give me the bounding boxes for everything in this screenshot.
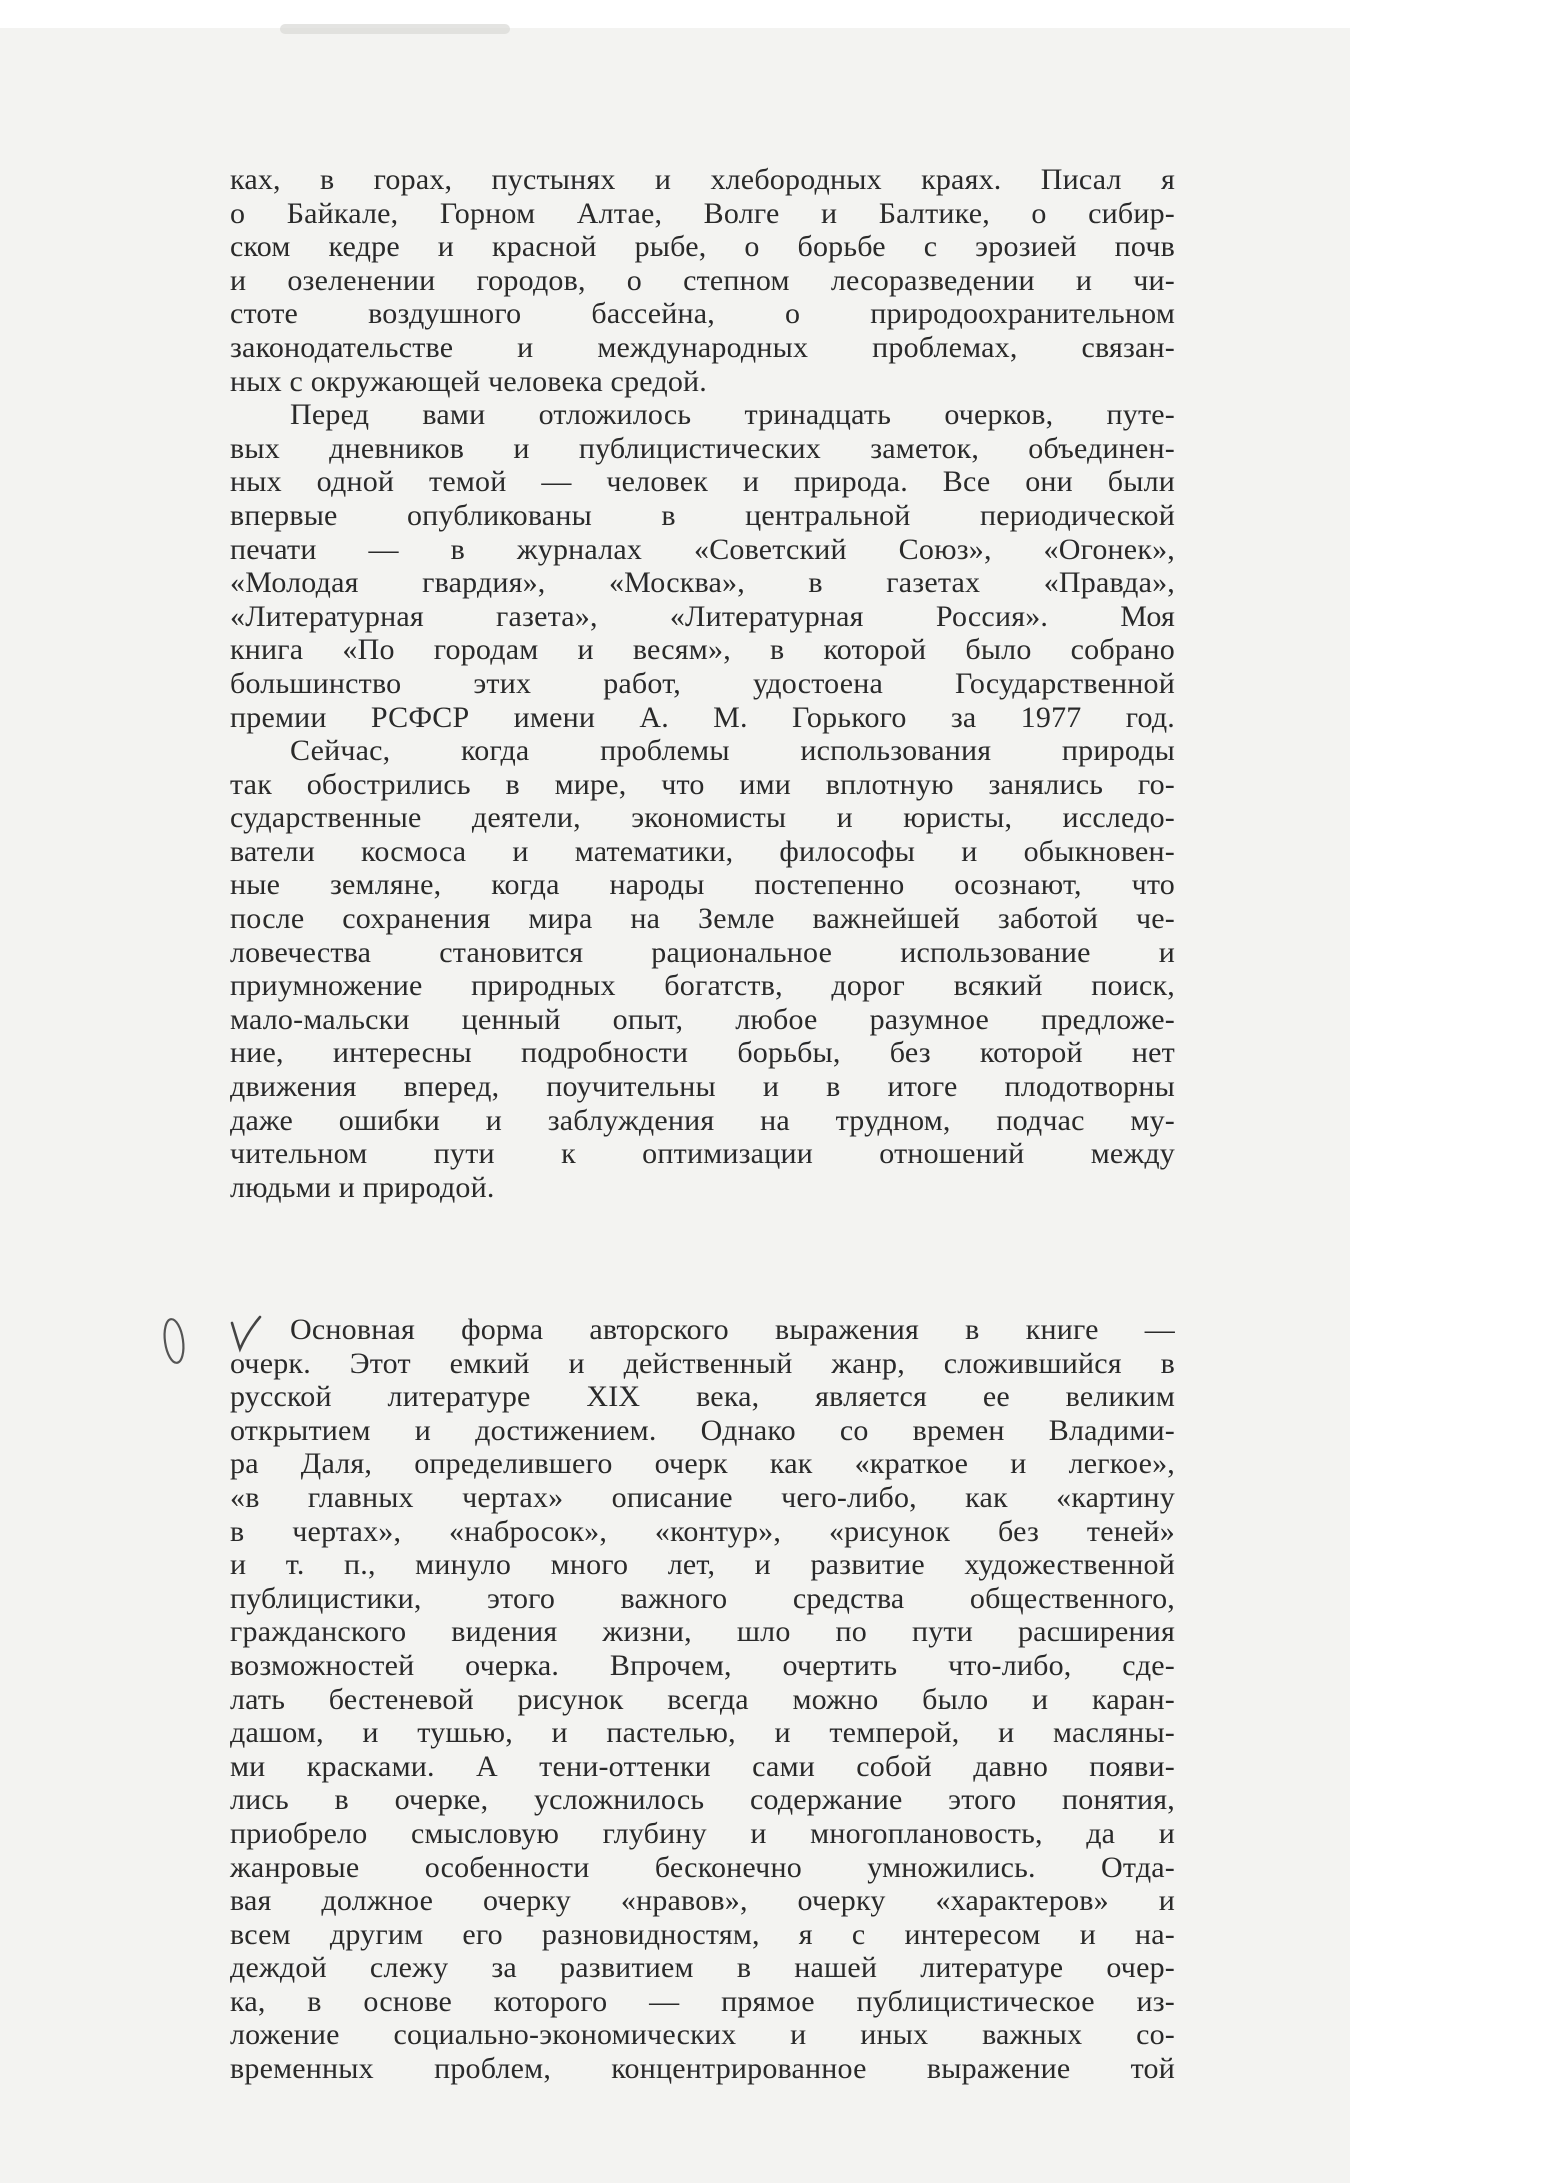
text-line: ватели космоса и математики, философы и обыкновен- — [230, 834, 1175, 868]
text-line: законодательстве и международных проблемах, связан- — [230, 330, 1175, 364]
text-line: временных проблем, концентрированное выражение той — [230, 2052, 1175, 2086]
text-line: большинство этих работ, удостоена Государственной — [230, 666, 1175, 700]
text-line: стоте воздушного бассейна, о природоохранительном — [230, 297, 1175, 331]
text-line: и озеленении городов, о степном лесоразведении и чи- — [230, 263, 1175, 297]
text-line: мало-мальски ценный опыт, любое разумное предложе- — [230, 1002, 1175, 1036]
text-line: деждой слежу за развитием в нашей литературе очер- — [230, 1951, 1175, 1985]
text-line: даже ошибки и заблуждения на трудном, подчас му- — [230, 1103, 1175, 1137]
text-line: публицистики, этого важного средства общественного, — [230, 1581, 1175, 1615]
text-line: в чертах», «набросок», «контур», «рисунок без теней» — [230, 1514, 1175, 1548]
text-line: ра Даля, определившего очерк как «краткое и легкое», — [230, 1447, 1175, 1481]
text-line: ловечества становится рациональное использование и — [230, 935, 1175, 969]
text-line: так обострились в мире, что ими вплотную занялись го- — [230, 767, 1175, 801]
text-line: вых дневников и публицистических заметок, объединен- — [230, 431, 1175, 465]
text-line: Перед вами отложилось тринадцать очерков, путе- — [290, 398, 1175, 432]
text-line: «в главных чертах» описание чего-либо, как «картину — [230, 1480, 1175, 1514]
text-line: приобрело смысловую глубину и многоплановость, да и — [230, 1816, 1175, 1850]
text-line: дашом, и тушью, и пастелью, и темперой, и масляны- — [230, 1716, 1175, 1750]
text-line: гражданского видения жизни, шло по пути расширения — [230, 1615, 1175, 1649]
text-line: приумножение природных богатств, дорог всякий поиск, — [230, 969, 1175, 1003]
text-line: всем другим его разновидностям, я с интересом и на- — [230, 1917, 1175, 1951]
text-line: ные земляне, когда народы постепенно осознают, что — [230, 868, 1175, 902]
text-line: ках, в горах, пустынях и хлебородных краях. Писал я — [230, 163, 1175, 196]
text-line: книга «По городам и весям», в которой было собрано — [230, 633, 1175, 667]
text-line: чительном пути к оптимизации отношений между — [230, 1137, 1175, 1171]
text-line: впервые опубликованы в центральной периодической — [230, 498, 1175, 532]
text-line: людьми и природой. — [230, 1170, 495, 1204]
text-line: движения вперед, поучительны и в итоге плодотворны — [230, 1070, 1175, 1104]
text-line: сударственные деятели, экономисты и юристы, исследо- — [230, 801, 1175, 835]
text-line: ка, в основе которого — прямое публицистическое из- — [230, 1984, 1175, 2018]
text-line: Основная форма авторского выражения в книге — — [290, 1313, 1175, 1346]
text-line: ных с окружающей человека средой. — [230, 364, 708, 398]
scan-artifact — [280, 24, 510, 34]
text-line: Сейчас, когда проблемы использования природы — [290, 734, 1175, 768]
text-line: ных одной темой — человек и природа. Все они были — [230, 465, 1175, 499]
text-line: о Байкале, Горном Алтае, Волге и Балтике, о сибир- — [230, 196, 1175, 230]
text-block-lower — [230, 1313, 1175, 2086]
text-line: лать бестеневой рисунок всегда можно было и каран- — [230, 1682, 1175, 1716]
text-line: печати — в журналах «Советский Союз», «Огонек», — [230, 532, 1175, 566]
text-line: «Литературная газета», «Литературная Россия». Моя — [230, 599, 1175, 633]
text-line: возможностей очерка. Впрочем, очертить что-либо, сде- — [230, 1648, 1175, 1682]
text-block-upper — [230, 163, 1175, 1204]
text-line: ние, интересны подробности борьбы, без которой нет — [230, 1036, 1175, 1070]
text-line: очерк. Этот емкий и действенный жанр, сложившийся в — [230, 1346, 1175, 1380]
text-line: жанровые особенности бесконечно умножились. Отда- — [230, 1850, 1175, 1884]
text-line: вая должное очерку «нравов», очерку «характеров» и — [230, 1884, 1175, 1918]
text-line: ложение социально-экономических и иных важных со- — [230, 2018, 1175, 2052]
text-line: лись в очерке, усложнилось содержание этого понятия, — [230, 1783, 1175, 1817]
text-line: ми красками. А тени-оттенки сами собой давно появи- — [230, 1749, 1175, 1783]
text-line: ском кедре и красной рыбе, о борьбе с эрозией почв — [230, 230, 1175, 264]
text-line: после сохранения мира на Земле важнейшей заботой че- — [230, 902, 1175, 936]
text-line: и т. п., минуло много лет, и развитие художественной — [230, 1548, 1175, 1582]
text-line: открытием и достижением. Однако со времен Владими- — [230, 1413, 1175, 1447]
text-line: «Молодая гвардия», «Москва», в газетах «Правда», — [230, 566, 1175, 600]
text-line: премии РСФСР имени А. М. Горького за 1977 год. — [230, 700, 1175, 734]
text-line: русской литературе XIX века, является ее великим — [230, 1380, 1175, 1414]
